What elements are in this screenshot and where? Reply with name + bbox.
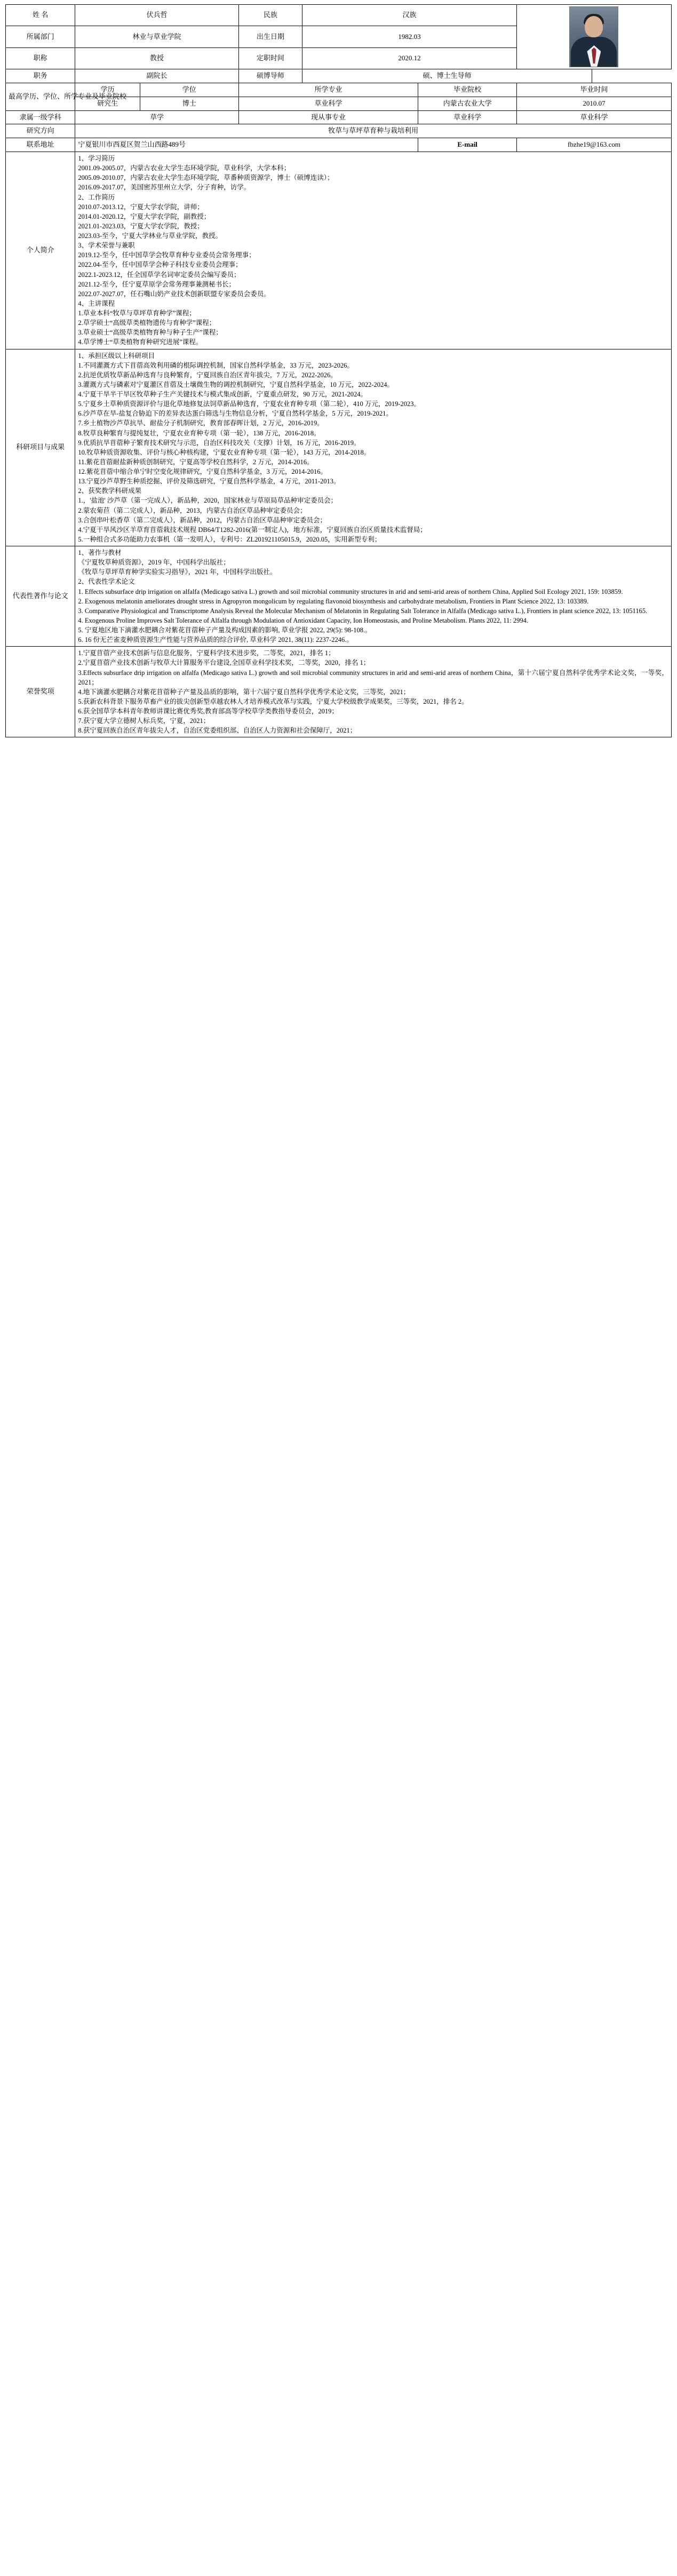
profile-section-line: 3.草业硕士“高级草类植物育种与种子生产”课程； bbox=[78, 329, 222, 337]
profile-section-line: 2023.03-至今，宁夏大学林业与草业学院，教授。 bbox=[78, 232, 222, 240]
row-name bbox=[6, 5, 672, 26]
value-email[interactable]: fbzhe19@163.com bbox=[516, 138, 671, 152]
projects-section-line: 11.紫花苜蓿耐盐新种质创制研究，宁夏高等学校自然科学，2 万元，2014-2016。 bbox=[78, 458, 314, 466]
profile-content bbox=[75, 152, 672, 349]
edu-col-graduation: 毕业时间 bbox=[516, 83, 671, 97]
projects-section-line: 3.合创串叶松香草（第二完成人），新品种，2012，内蒙古自治区草品种审定委员会； bbox=[78, 516, 326, 524]
works-section-line: 2. Exogenous melatonin ameliorates drought stress in Agropyron mongolicum by regulating flavonoid biosynthesis and carbohydrate metabolism, Frontiers in Plant Science 2022, 13: 103389. bbox=[78, 597, 589, 605]
value-research-direction: 牧草与草坪草育种与栽培利用 bbox=[75, 124, 672, 138]
projects-section-line: 8.牧草良种繁育与提纯复壮，宁夏农业育种专项（第一轮），138 万元，2016-2018。 bbox=[78, 429, 321, 437]
row-honors bbox=[6, 647, 672, 737]
honors-line: 8.获宁夏回族自治区青年拔尖人才，自治区党委组织部、自治区人力资源和社会保障厅，2021； bbox=[78, 727, 357, 735]
label-advisor: 硕博导师 bbox=[238, 69, 302, 83]
honors-line: 4.地下滴灌水肥耦合对紫花苜蓿种子产量及品质的影响，第十六届宁夏自然科学优秀学术论文奖，三等奖，2021； bbox=[78, 688, 410, 696]
projects-section-line: 6.沙芦草在旱-盐复合胁迫下的差异表达蛋白筛选与生物信息分析，宁夏自然科学基金，5 万元，2019-2021。 bbox=[78, 410, 393, 418]
projects-section-line: 5.宁夏乡土草种质资源评价与退化草地修复法饲草新品种选育，宁夏农业育种专项（第二轮），410 万元，2019-2023。 bbox=[78, 400, 420, 408]
edu-value-degree-level: 研究生 bbox=[75, 97, 140, 110]
honors-line: 5.获新农科背景下服务草畜产业的拔尖创新型卓越农林人才培养模式改革与实践，宁夏大学校级教学成果奖，三等奖，2021，排名 2。 bbox=[78, 697, 468, 705]
projects-section-line: 9.优质抗旱苜蓿种子繁育技术研究与示范，自治区科技攻关（支撑）计划，16 万元，2016-2019。 bbox=[78, 439, 361, 447]
works-section-line: 1. Effects subsurface drip irrigation on alfalfa (Medicago sativa L.) growth and soil microbial community structures in arid and semi-arid areas of northern China, Applied Soil Ecology 2021, 159: 103859. bbox=[78, 587, 623, 595]
profile-section-line: 2001.09-2005.07，内蒙古农业大学生态环境学院，草业科学，大学本科； bbox=[78, 164, 291, 172]
label-name: 姓 名 bbox=[6, 5, 75, 26]
profile-section-title: 4、主讲课程 bbox=[78, 299, 115, 307]
label-address: 联系地址 bbox=[6, 138, 75, 152]
profile-section-line: 2021.12-至今，任宁夏草原学会常务理事兼测秘书长； bbox=[78, 280, 236, 288]
label-projects: 科研项目与成果 bbox=[6, 349, 75, 546]
works-sections bbox=[78, 548, 668, 645]
projects-section-line: 13.宁夏沙芦草野生种质挖掘、评价及筛选研究，宁夏自然科学基金，4 万元，2011-2013。 bbox=[78, 478, 340, 486]
edu-col-degree: 学位 bbox=[140, 83, 238, 97]
profile-section-line: 2019.12-至今，任中国草学会牧草育种专业委员会常务理事； bbox=[78, 251, 256, 259]
honors-content bbox=[75, 647, 672, 737]
label-first-discipline: 隶属一级学科 bbox=[6, 110, 75, 124]
label-academic-title: 职称 bbox=[6, 47, 75, 69]
value-birth-date: 1982.03 bbox=[302, 26, 517, 47]
row-education-header bbox=[6, 83, 672, 97]
works-section-line: 《宁夏牧草种质资源》，2019 年，中国科学出版社； bbox=[78, 559, 230, 567]
cv-table bbox=[5, 4, 672, 737]
projects-section-line: 2.蒙农菊苣（第二完成人），新品种，2013，内蒙古自治区草品种审定委员会； bbox=[78, 506, 307, 514]
label-title-date: 定职时间 bbox=[238, 47, 302, 69]
value-current-specialty-extra: 草业科学 bbox=[516, 110, 671, 124]
works-section-line: 《牧草与草坪草育种学实验实习指导》，2021 年，中国科学出版社。 bbox=[78, 568, 277, 576]
projects-section-line: 1.不同灌溉方式下苜蓿高效利用磷的根际调控机制，国家自然科学基金，33 万元，2023-2026。 bbox=[78, 361, 354, 369]
value-academic-title: 教授 bbox=[75, 47, 238, 69]
projects-section-title: 1、承担区级以上科研项目 bbox=[78, 352, 155, 360]
row-works bbox=[6, 546, 672, 647]
works-section-line: 3. Comparative Physiological and Transcriptome Analysis Reveal the Molecular Mechanism of Melatonin in Regulating Salt Tolerance in Alfalfa (Medicago sativa L.), Frontiers in plant science 2022, 13: 1051165. bbox=[78, 607, 648, 615]
value-address: 宁夏银川市西夏区贺兰山西路489号 bbox=[75, 138, 418, 152]
portrait-photo-cell bbox=[516, 5, 671, 69]
honors-line: 7.获宁夏大学立德树人标兵奖，宁夏，2021； bbox=[78, 717, 210, 725]
projects-section-line: 10.牧草种质资源收集、评价与核心种核构建，宁夏农业育种专项（第一轮），143 万元，2014-2018。 bbox=[78, 448, 371, 456]
row-discipline bbox=[6, 110, 672, 124]
projects-section-title: 2、获奖教学科研成果 bbox=[78, 487, 142, 495]
label-email: E-mail bbox=[418, 138, 517, 152]
projects-section-line: 12.紫花苜蓿中缩合单宁时空变化规律研究，宁夏自然科学基金，3 万元，2014-2016。 bbox=[78, 468, 327, 476]
edu-value-graduation: 2010.07 bbox=[516, 97, 671, 110]
honors-line: 1.宁夏苜蓿产业技术创新与信息化服务，宁夏科学技术进步奖，二等奖，2021，排名 1； bbox=[78, 649, 335, 657]
profile-section-line: 2010.07-2013.12，宁夏大学农学院，讲师； bbox=[78, 203, 204, 211]
projects-section-line: 3.灌溉方式与磷素对宁夏灌区苜蓿及土壤微生物的调控机制研究，宁夏自然科学基金，10 万元，2022-2024。 bbox=[78, 380, 394, 388]
projects-section-line: 4.宁夏干旱风沙区羊草育苜蓿栽技术规程 DB64/T1282-2016(第一制定人)，地方标准，宁夏回族自治区质量技术监督局； bbox=[78, 526, 427, 534]
row-address bbox=[6, 138, 672, 152]
edu-value-major: 草业科学 bbox=[238, 97, 418, 110]
projects-section-line: 5.一种组合式多功能助力农事机（第一发明人），专利号：ZL201921105015.9，2020.05，实用新型专利； bbox=[78, 535, 381, 543]
label-research-direction: 研究方向 bbox=[6, 124, 75, 138]
projects-sections bbox=[78, 351, 668, 545]
value-current-specialty: 草业科学 bbox=[418, 110, 517, 124]
profile-section-line: 1.草业本科“牧草与草坪草育种学”课程； bbox=[78, 309, 196, 317]
profile-section-title: 3、学术荣誉与兼职 bbox=[78, 242, 135, 250]
works-section-line: 4. Exogenous Proline Improves Salt Tolerance of Alfalfa through Modulation of Antioxidant Capacity, Ion Homeostasis, and Proline Metabolism. Plants 2022, 11: 2994. bbox=[78, 616, 529, 624]
value-ethnicity: 汉族 bbox=[302, 5, 517, 26]
profile-sections bbox=[78, 154, 668, 347]
row-education-values bbox=[6, 97, 672, 110]
profile-section-line: 2021.01-2023.03，宁夏大学农学院，教授； bbox=[78, 222, 204, 230]
profile-section-line: 2022.1-2023.12，任全国草学名词审定委员会编写委员； bbox=[78, 271, 241, 279]
profile-section-line: 2016.09-2017.07，美国密苏里州立大学，分子育种，访学。 bbox=[78, 184, 251, 192]
projects-section-line: 7.乡土植物沙芦草抗旱、耐盐分子机制研究，教育部春晖计划，2 万元，2016-2019。 bbox=[78, 419, 324, 427]
label-honors: 荣誉奖项 bbox=[6, 647, 75, 737]
works-section-line: 5. 宁夏地区地下滴灌水肥耦合对紫花苜蓿种子产量及构成因素的影响, 草业学报 2022, 29(5): 98-108.。 bbox=[78, 626, 372, 634]
label-profile: 个人简介 bbox=[6, 152, 75, 349]
projects-section-line: 1.，'盐池' 沙芦草（第一完成人），新品种，2020，国家林业与草原局草品种审定委员会； bbox=[78, 497, 338, 505]
projects-section-line: 4.宁夏干旱半干旱区牧草种子生产关键技术与模式集成创新，宁夏重点研发，90 万元，2021-2024。 bbox=[78, 391, 367, 399]
value-title-date: 2020.12 bbox=[302, 47, 517, 69]
profile-section-title: 1、学习简历 bbox=[78, 155, 115, 163]
label-ethnicity: 民族 bbox=[238, 5, 302, 26]
label-current-specialty: 现从事专业 bbox=[238, 110, 418, 124]
value-name: 伏兵哲 bbox=[75, 5, 238, 26]
row-position bbox=[6, 69, 672, 83]
profile-section-line: 4.草学博士“草类植物育种研究进展”课程。 bbox=[78, 338, 203, 346]
profile-section-line: 2005.09-2010.07，内蒙古农业大学生态环境学院，草番种质资源学，博士（硕博连读）； bbox=[78, 174, 334, 182]
row-profile bbox=[6, 152, 672, 349]
profile-section-line: 2022.04-至今，任中国草学会种子科技专业委员会理事； bbox=[78, 261, 242, 269]
row-research-direction bbox=[6, 124, 672, 138]
photo-head bbox=[585, 16, 603, 37]
projects-content bbox=[75, 349, 672, 546]
label-works: 代表性著作与论文 bbox=[6, 546, 75, 647]
value-position: 副院长 bbox=[75, 69, 238, 83]
works-section-title: 2、代表性学术论文 bbox=[78, 578, 135, 586]
edu-value-degree: 博士 bbox=[140, 97, 238, 110]
profile-section-title: 2、工作简历 bbox=[78, 193, 115, 201]
portrait-photo bbox=[569, 6, 618, 67]
label-birth-date: 出生日期 bbox=[238, 26, 302, 47]
honors-line: 3.Effects subsurface drip irrigation on alfalfa (Medicago sativa L.) growth and soil microbial community structures in arid and semi-arid areas of northern China，第十六届宁夏自然科学优秀学术论文奖，一等奖，2021； bbox=[78, 669, 668, 686]
value-department: 林业与草业学院 bbox=[75, 26, 238, 47]
edu-col-school: 毕业院校 bbox=[418, 83, 517, 97]
profile-section-line: 2.草学硕士“高级草类植物遗传与育种学”课程； bbox=[78, 319, 216, 327]
honors-line: 6.获全国草学本科青年教师讲课比赛优秀奖,教育部高等学校草学类教指导委员会，2019； bbox=[78, 707, 338, 715]
edu-col-major: 所学专业 bbox=[238, 83, 418, 97]
label-department: 所属部门 bbox=[6, 26, 75, 47]
row-projects bbox=[6, 349, 672, 546]
cv-page bbox=[0, 0, 677, 748]
edu-value-school: 内蒙古农业大学 bbox=[418, 97, 517, 110]
value-advisor: 硕、博士生导师 bbox=[302, 69, 592, 83]
works-section-line: 6. 16 份无芒雀麦种质资源生产性能与营养品质的综合评价, 草业科学 2021, 38(11): 2237-2246.。 bbox=[78, 636, 353, 644]
label-highest-education: 最高学历、学位、所学专业及毕业院校 bbox=[6, 83, 75, 110]
works-content bbox=[75, 546, 672, 647]
honors-line: 2.宁夏苜蓿产业技术创新与牧草大计算服务平台建设,全国草业科学技术奖，二等奖，2020，排名 1； bbox=[78, 659, 370, 667]
profile-section-line: 2014.01-2020.12，宁夏大学农学院，副教授； bbox=[78, 212, 211, 220]
profile-section-line: 2022.07-2027.07，任石嘴山奶产业技术创新联盟专家委员会委员。 bbox=[78, 290, 270, 298]
label-position: 职务 bbox=[6, 69, 75, 83]
edu-col-degree-level: 学历 bbox=[75, 83, 140, 97]
works-section-title: 1、著作与教材 bbox=[78, 549, 122, 557]
value-first-discipline: 草学 bbox=[75, 110, 238, 124]
projects-section-line: 2.抗逆优质牧草新品种选育与良种繁育，宁夏回族自治区青年拔尖，7 万元，2022-2026。 bbox=[78, 371, 337, 379]
honors-lines bbox=[78, 648, 668, 735]
